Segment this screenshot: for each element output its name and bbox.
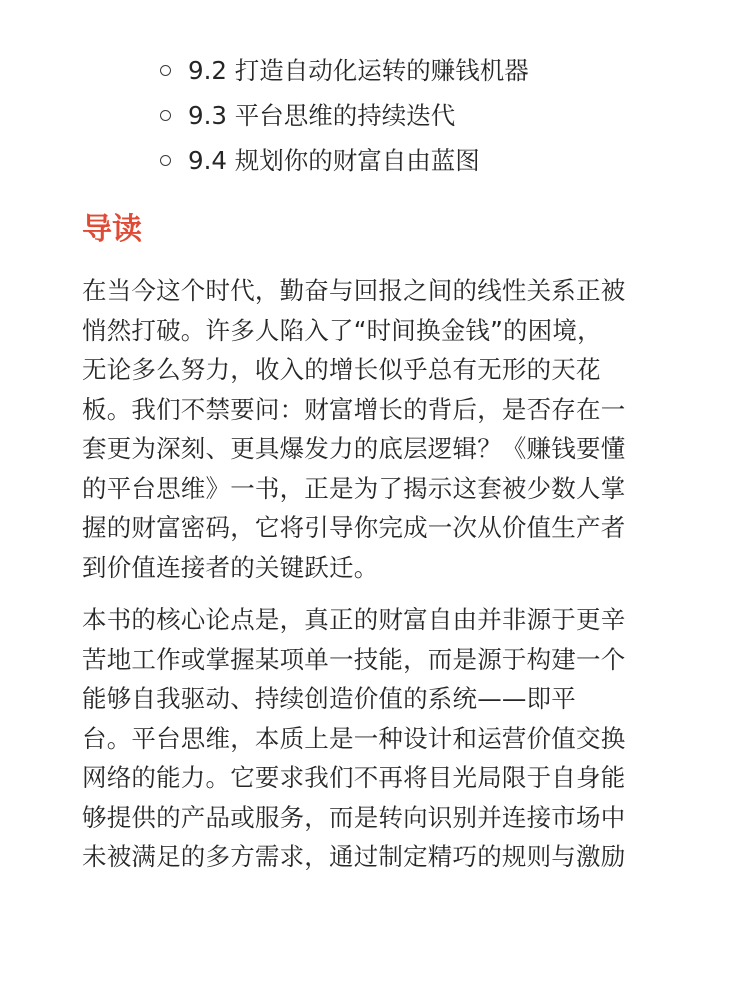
text-line: 本书的核心论点是，真正的财富自由并非源于更辛 [82,605,626,634]
circle-bullet-icon [160,155,171,166]
text-line: 套更为深刻、更具爆发力的底层逻辑？《赚钱要懂 [82,434,626,463]
text-line: 未被满足的多方需求，通过制定精巧的规则与激励 [82,842,626,871]
intro-paragraph-1 [82,271,674,587]
text-line: 悄然打破。许多人陷入了“时间换金钱”的困境， [82,315,602,345]
text-line: 够提供的产品或服务，而是转向识别并连接市场中 [82,802,626,832]
toc-item-label: 9.2 打造自动化运转的赚钱机器 [188,56,529,85]
toc-item-label: 9.3 平台思维的持续迭代 [188,101,456,130]
circle-bullet-icon [160,65,171,76]
text-line: 到价值连接者的关键跃迁。 [82,552,379,582]
text-line: 握的财富密码，它将引导你完成一次从价值生产者 [82,513,626,542]
text-line: 网络的能力。它要求我们不再将目光局限于自身能 [82,763,626,792]
text-line: 在当今这个时代，勤奋与回报之间的线性关系正被 [82,276,626,305]
intro-paragraph-2 [82,600,674,877]
text-line: 无论多么努力，收入的增长似乎总有无形的天花 [82,355,601,384]
toc-item-9-3[interactable] [160,93,720,138]
toc-item-9-4[interactable] [160,138,720,183]
toc-item-9-2[interactable] [160,48,720,93]
text-line: 台。平台思维，本质上是一种设计和运营价值交换 [82,723,626,753]
text-line: 的平台思维》一书，正是为了揭示这套被少数人掌 [82,473,626,503]
text-line: 能够自我驱动、持续创造价值的系统——即平 [82,684,576,713]
section-title: 导读 [82,212,142,247]
text-line: 苦地工作或掌握某项单一技能，而是源于构建一个 [82,644,626,674]
toc-list [160,48,720,183]
text-line: 板。我们不禁要问：财富增长的背后，是否存在一 [82,394,626,424]
toc-item-label: 9.4 规划你的财富自由蓝图 [188,146,480,175]
circle-bullet-icon [160,110,171,121]
